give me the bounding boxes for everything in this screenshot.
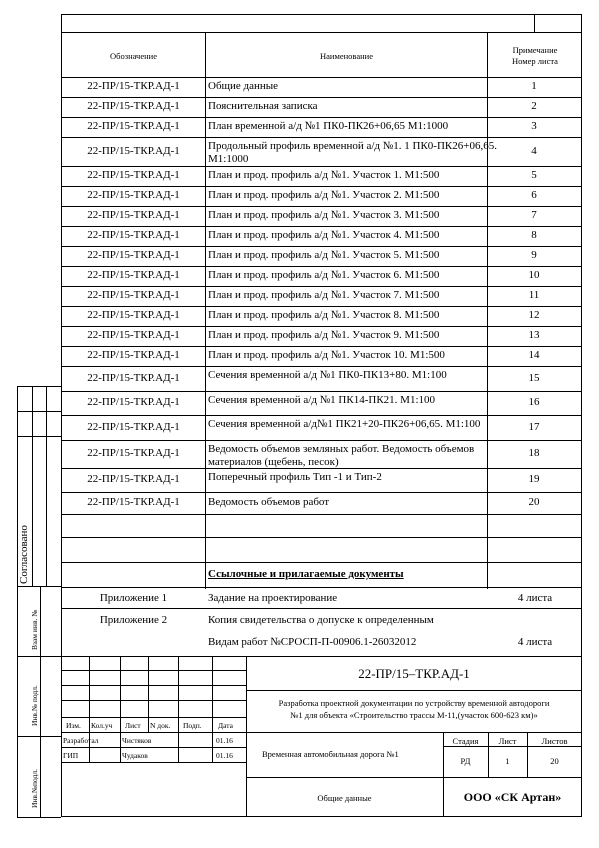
- row-num: 15: [528, 371, 540, 384]
- stamp-col-kol: Кол.уч: [91, 721, 113, 730]
- side-strip-row-3: [17, 586, 61, 587]
- row-name: План и прод. профиль а/д №1. Участок 5. М1:500: [208, 249, 440, 261]
- ref1-line: [61, 608, 582, 609]
- row-code: 22-ПР/15-ТКР.АД-1: [87, 349, 180, 361]
- row-name: План и прод. профиль а/д №1. Участок 7. М1:500: [208, 289, 440, 301]
- ref2-code: Приложение 2: [99, 614, 168, 626]
- table-row-line: [61, 514, 582, 515]
- row-name: План и прод. профиль а/д №1. Участок 10. М1:500: [208, 349, 445, 361]
- row-code: 22-ПР/15-ТКР.АД-1: [87, 329, 180, 341]
- row-num: 9: [531, 249, 537, 261]
- col-name-header: Наименование: [320, 51, 373, 61]
- stamp-sheet-label: Лист: [498, 736, 517, 746]
- stamp-role-2: ГИП: [63, 751, 79, 760]
- side-strip-row-5: [17, 736, 61, 737]
- row-name: План и прод. профиль а/д №1. Участок 3. М1:500: [208, 209, 440, 221]
- stamp-grid-h1: [61, 670, 246, 671]
- row-num: 18: [528, 447, 540, 459]
- row-num: 2: [531, 100, 537, 112]
- row-code: 22-ПР/15-ТКР.АД-1: [87, 396, 180, 408]
- row-num: 17: [528, 420, 540, 433]
- table-row-line: [61, 246, 582, 247]
- stamp-sheet: 1: [505, 756, 510, 766]
- stamp-col-date: Дата: [218, 721, 233, 730]
- row-name: План и прод. профиль а/д №1. Участок 1. М1:500: [208, 169, 440, 181]
- row-code: 22-ПР/15-ТКР.АД-1: [87, 473, 180, 485]
- row-name: Ведомость объемов земляных работ. Ведомость объемов материалов (щебень, песок): [208, 443, 475, 468]
- stamp-object: Временная автомобильная дорога №1: [262, 749, 399, 759]
- stamp-date-2: 01.16: [216, 751, 233, 760]
- stamp-object-line: [246, 777, 582, 778]
- row-num: 20: [528, 496, 540, 508]
- row-name: Сечения временной а/д №1 ПК0-ПК13+80. М1:100: [208, 369, 447, 381]
- table-row-line: [61, 206, 582, 207]
- col-note-header-2: Номер листа: [512, 56, 558, 66]
- table-row-line: [61, 415, 582, 416]
- table-row-line: [61, 537, 582, 538]
- refs-heading: Ссылочные и прилагаемые документы: [208, 568, 404, 580]
- side-podp-label: Инв.№ подл.: [30, 685, 39, 726]
- row-num: 4: [531, 144, 537, 157]
- row-name: План и прод. профиль а/д №1. Участок 6. М1:500: [208, 269, 440, 281]
- stamp-col-list: Лист: [125, 721, 141, 730]
- row-name: Поперечный профиль Тип -1 и Тип-2: [208, 471, 382, 483]
- side-strip-inner-1: [32, 386, 33, 586]
- stamp-company: ООО «СК Артан»: [463, 790, 562, 804]
- row-name: Пояснительная записка: [208, 100, 318, 112]
- row-num: 16: [528, 396, 540, 408]
- col-code-header: Обозначение: [110, 51, 157, 61]
- side-strip-inner-3: [40, 586, 41, 817]
- header-bottom-line: [61, 77, 582, 78]
- stamp-grid-h2: [61, 685, 246, 686]
- col-note-header-1: Примечание: [512, 45, 558, 55]
- ref2-name: Копия свидетельства о допуске к определенным: [208, 614, 434, 626]
- table-row-line: [61, 226, 582, 227]
- stamp-role-1: Разработал: [63, 736, 99, 745]
- side-strip-top: [17, 386, 61, 387]
- side-strip-bottom: [17, 817, 61, 818]
- side-strip-row-4: [17, 656, 61, 657]
- row-code: 22-ПР/15-ТКР.АД-1: [87, 229, 180, 241]
- row-code: 22-ПР/15-ТКР.АД-1: [87, 249, 180, 261]
- row-num: 13: [528, 329, 540, 341]
- table-row-line: [61, 266, 582, 267]
- row-num: 7: [531, 209, 537, 221]
- stamp-grid-h6: [61, 747, 246, 748]
- row-num: 11: [528, 289, 540, 301]
- table-row-line: [61, 137, 582, 138]
- stamp-grid-h3: [61, 700, 246, 701]
- stamp-stage-label: Стадия: [452, 736, 479, 746]
- row-name: План и прод. профиль а/д №1. Участок 4. М1:500: [208, 229, 440, 241]
- table-row-line: [61, 326, 582, 327]
- stamp-name-2: Чудаков: [122, 751, 148, 760]
- top-strip-line: [61, 32, 582, 33]
- refs-heading-line: [61, 587, 582, 588]
- row-name: Сечения временной а/д№1 ПК21+20-ПК26+06,65. М1:100: [208, 418, 481, 430]
- row-code: 22-ПР/15-ТКР.АД-1: [87, 496, 180, 508]
- ref1-code: Приложение 1: [99, 592, 168, 604]
- stamp-col-ndoc: N док.: [150, 721, 171, 730]
- table-row-line: [61, 366, 582, 367]
- stamp-top-line: [61, 656, 582, 657]
- row-code: 22-ПР/15-ТКР.АД-1: [87, 289, 180, 301]
- stamp-stage: РД: [460, 756, 471, 766]
- row-name: Сечения временной а/д №1 ПК14-ПК21. М1:100: [208, 394, 435, 406]
- ref1-num: 4 листа: [517, 592, 553, 604]
- stamp-sheet-title: Общие данные: [317, 793, 372, 803]
- table-row-line: [61, 117, 582, 118]
- row-code: 22-ПР/15-ТКР.АД-1: [87, 447, 180, 459]
- ref3-num: 4 листа: [517, 636, 553, 648]
- stamp-grid-h7: [61, 762, 246, 763]
- table-row-line: [61, 391, 582, 392]
- stamp-sheets: 20: [550, 756, 559, 766]
- row-code: 22-ПР/15-ТКР.АД-1: [87, 80, 180, 92]
- row-name: План и прод. профиль а/д №1. Участок 9. М1:500: [208, 329, 440, 341]
- row-code: 22-ПР/15-ТКР.АД-1: [87, 309, 180, 321]
- stamp-stage-header-line: [443, 746, 582, 747]
- row-num: 10: [528, 269, 540, 281]
- stamp-name-1: Чистяков: [122, 736, 152, 745]
- table-row-line: [61, 492, 582, 493]
- stamp-col-podp: Подп.: [183, 721, 202, 730]
- row-code: 22-ПР/15-ТКР.АД-1: [87, 371, 180, 384]
- stamp-project-1: Разработка проектной документации по устройству временной автодороги: [278, 698, 550, 708]
- row-num: 14: [528, 349, 540, 361]
- row-code: 22-ПР/15-ТКР.АД-1: [87, 169, 180, 181]
- row-code: 22-ПР/15-ТКР.АД-1: [87, 144, 180, 157]
- table-row-line: [61, 286, 582, 287]
- row-num: 1: [531, 80, 537, 92]
- stamp-grid-h5: [61, 732, 246, 733]
- side-strip-left: [17, 386, 18, 817]
- row-code: 22-ПР/15-ТКР.АД-1: [87, 100, 180, 112]
- top-strip-divider: [534, 14, 535, 32]
- stamp-sheets-label: Листов: [541, 736, 568, 746]
- table-row-line: [61, 97, 582, 98]
- row-num: 3: [531, 120, 537, 132]
- stamp-date-1: 01.16: [216, 736, 233, 745]
- row-name: План и прод. профиль а/д №1. Участок 8. М1:500: [208, 309, 440, 321]
- table-row-line: [61, 562, 582, 563]
- table-row-line: [61, 306, 582, 307]
- col-divider-1: [205, 32, 206, 589]
- row-name: Продольный профиль временной а/д №1. 1 ПК0-ПК26+06,65. М1:1000: [208, 140, 497, 165]
- stamp-project-line: [246, 732, 582, 733]
- side-agreed-label: Согласовано: [18, 525, 30, 584]
- side-strip-row-1: [17, 411, 61, 412]
- table-row-line: [61, 166, 582, 167]
- stamp-code-line: [246, 690, 582, 691]
- row-name: Общие данные: [208, 80, 279, 92]
- stamp-project-2: №1 для объекта «Строительство трассы М-11,(участок 600-623 км)»: [290, 710, 538, 720]
- row-num: 12: [528, 309, 540, 321]
- row-num: 6: [531, 189, 537, 201]
- ref1-name: Задание на проектирование: [208, 592, 338, 604]
- stamp-grid-v3: [148, 656, 149, 732]
- side-vzam-label: Взам инв. №: [30, 609, 39, 650]
- table-row-line: [61, 440, 582, 441]
- ref3-name: Видам работ №СРОСП-П-00906.1-26032012: [208, 636, 417, 648]
- row-name: Ведомость объемов работ: [208, 496, 330, 508]
- side-inv-label: Инв.№подл.: [30, 769, 39, 808]
- row-code: 22-ПР/15-ТКР.АД-1: [87, 269, 180, 281]
- table-row-line: [61, 346, 582, 347]
- row-code: 22-ПР/15-ТКР.АД-1: [87, 189, 180, 201]
- row-name: План и прод. профиль а/д №1. Участок 2. М1:500: [208, 189, 440, 201]
- stamp-col-izm: Изм.: [66, 721, 81, 730]
- table-row-line: [61, 186, 582, 187]
- row-code: 22-ПР/15-ТКР.АД-1: [87, 209, 180, 221]
- side-strip-inner-2: [46, 386, 47, 586]
- row-name: План временной а/д №1 ПК0-ПК26+06,65 М1:1000: [208, 120, 449, 132]
- stamp-doc-code: 22-ПР/15–ТКР.АД-1: [358, 666, 470, 681]
- side-strip-row-2: [17, 436, 61, 437]
- row-num: 8: [531, 229, 537, 241]
- row-code: 22-ПР/15-ТКР.АД-1: [87, 120, 180, 132]
- stamp-grid-h4: [61, 717, 246, 718]
- row-num: 19: [528, 473, 540, 485]
- row-num: 5: [531, 169, 537, 181]
- row-code: 22-ПР/15-ТКР.АД-1: [87, 420, 180, 433]
